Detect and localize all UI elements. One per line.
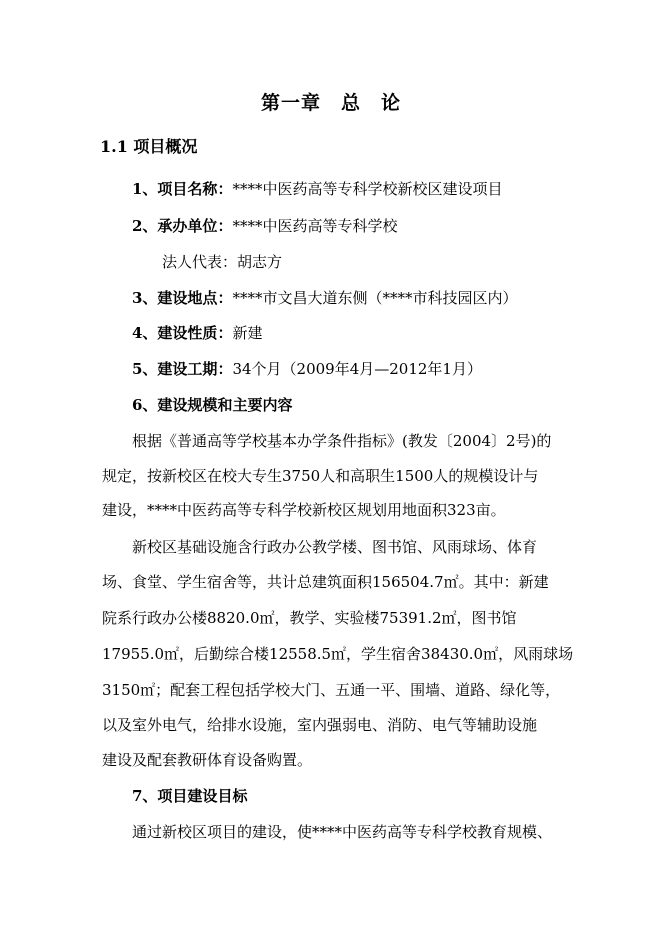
item-legal-rep [162,252,282,272]
item-label: 4、建设性质： [132,324,233,342]
item-value: 新建 [232,324,263,342]
item-organizer [132,216,397,236]
paragraph-line: 3150㎡；配套工程包括学校大门、五通一平、围墙、道路、绿化等， [102,681,561,699]
item-period [132,359,482,379]
paragraph-line: 建设，****中医药高等专科学校新校区规划用地面积323亩。 [102,501,506,519]
paragraph-line: 建设及配套教研体育设备购置。 [102,751,313,769]
item-value: ****中医药高等专科学校 [232,217,398,235]
item-value: ****市文昌大道东侧（****市科技园区内） [232,289,518,307]
paragraph-line: 通过新校区项目的建设，使****中医药高等专科学校教育规模、 [132,823,553,841]
item-label: 5、建设工期： [132,360,233,378]
item-scale [132,395,292,415]
section-heading: 1.1 项目概况 [100,137,198,156]
paragraph-line: 新校区基础设施含行政办公教学楼、图书馆、风雨球场、体育 [132,538,538,556]
item-location [132,288,517,308]
paragraph-line: 院系行政办公楼8820.0㎡，教学、实验楼75391.2㎡，图书馆 [102,609,517,627]
paragraph-line: 场、食堂、学生宿舍等，共计总建筑面积156504.7㎡。其中：新建 [102,573,549,591]
paragraph-line: 以及室外电气，给排水设施，室内强弱电、消防、电气等辅助设施 [102,716,538,734]
paragraph-line: 17955.0㎡，后勤综合楼12558.5㎡，学生宿舍38430.0㎡，风雨球场 [102,645,574,663]
item-value: ****中医药高等专科学校新校区建设项目 [232,180,503,198]
item-value: 法人代表：胡志方 [162,253,283,271]
item-nature [132,323,262,343]
item-goal-heading: 7、项目建设目标 [132,787,248,805]
item-label: 3、建设地点： [132,289,233,307]
item-value: 34个月（2009年4月—2012年1月） [232,360,482,378]
item-project-name [132,179,502,199]
chapter-title: 第一章 总 论 [260,92,401,114]
item-label: 2、承办单位： [132,217,233,235]
paragraph-line: 根据《普通高等学校基本办学条件指标》(教发〔2004〕2号)的 [132,432,552,450]
item-label: 1、项目名称： [132,180,233,198]
paragraph-line: 规定，按新校区在校大专生3750人和高职生1500人的规模设计与 [102,467,539,485]
item-label: 6、建设规模和主要内容 [132,396,293,414]
